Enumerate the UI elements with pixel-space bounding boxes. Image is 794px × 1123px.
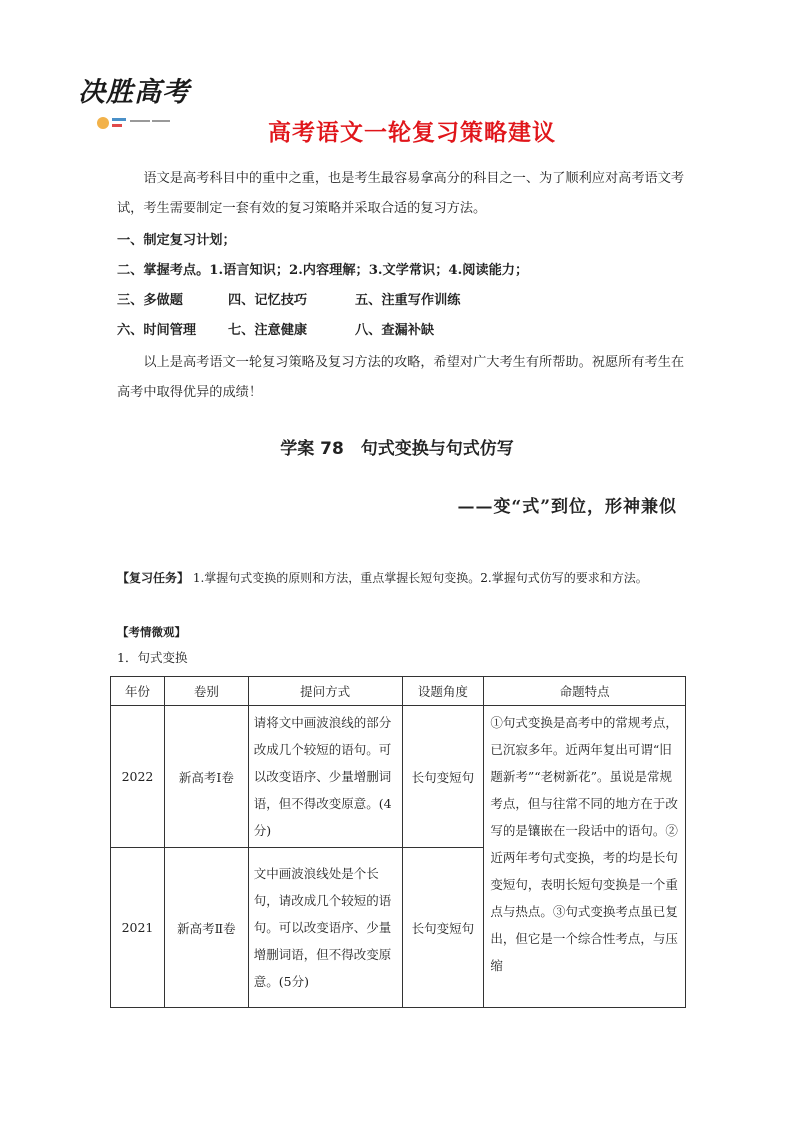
header-angle: 设题角度: [402, 677, 484, 706]
step-8: 八、查漏补缺: [355, 323, 435, 338]
cell-paper: 新高考Ⅱ卷: [164, 848, 248, 1008]
exam-table: [110, 676, 686, 1008]
cell-angle: 长句变短句: [402, 848, 484, 1008]
section-subtitle: ——变“式”到位，形神兼似: [457, 497, 677, 517]
logo-text: 决胜高考: [78, 77, 190, 108]
section-title: 学案 78 句式变换与句式仿写: [280, 439, 514, 459]
cell-paper: 新高考Ⅰ卷: [164, 706, 248, 848]
cell-question: 请将文中画波浪线的部分改成几个较短的语句。可以改变语序、少量增删词语，但不得改变原意。(4分): [248, 706, 402, 848]
header-question: 提问方式: [248, 677, 402, 706]
step-3: 三、多做题: [117, 293, 183, 308]
header-year: 年份: [111, 677, 165, 706]
cell-angle: 长句变短句: [402, 706, 484, 848]
step-4: 四、记忆技巧: [228, 293, 308, 308]
intro-paragraph: 语文是高考科目中的重中之重，也是考生最容易拿高分的科目之一、为了顺利应对高考语文考试，考生需要制定一套有效的复习策略并采取合适的复习方法。: [117, 171, 685, 216]
review-task-label: 【复习任务】: [117, 571, 190, 585]
closing-paragraph: 以上是高考语文一轮复习策略及复习方法的攻略，希望对广大考生有所帮助。祝愿所有考生在高考中取得优异的成绩！: [117, 355, 685, 400]
header-paper: 卷别: [164, 677, 248, 706]
cell-question: 文中画波浪线处是个长句，请改成几个较短的语句。可以改变语序、少量增删词语，但不得改变原意。(5分): [248, 848, 402, 1008]
cell-features: ①句式变换是高考中的常规考点，已沉寂多年。近两年复出可谓“旧题新考”“老树新花”。虽说是常规考点，但与往常不同的地方在于改写的是镶嵌在一段话中的语句。②近两年考句式变换，考的均是长句变短句，表明长短句变换是一个重点与热点。③句式变换考点虽已复出，但它是一个综合性考点，与压缩: [484, 706, 686, 1008]
review-task: [117, 566, 687, 590]
step-6: 六、时间管理: [117, 323, 197, 338]
steps-row-3: [117, 286, 687, 316]
step-7: 七、注意健康: [228, 323, 308, 338]
page-title: 高考语文一轮复习策略建议: [268, 120, 556, 146]
review-task-text: 1.掌握句式变换的原则和方法，重点掌握长短句变换。2.掌握句式仿写的要求和方法。: [189, 571, 648, 585]
cell-year: 2021: [111, 848, 165, 1008]
table-header-row: [111, 677, 686, 706]
subsection-heading: 1．句式变换: [117, 650, 188, 665]
cell-year: 2022: [111, 706, 165, 848]
step-2: 二、掌握考点。1.语言知识；2.内容理解；3.文学常识；4.阅读能力；: [117, 263, 529, 278]
kaoqing-heading: 【考情微观】: [117, 625, 186, 639]
step-5: 五、注重写作训练: [355, 293, 461, 308]
header-features: 命题特点: [484, 677, 686, 706]
steps-row-4: [117, 316, 687, 346]
table-row: [111, 706, 686, 848]
step-1: 一、制定复习计划；: [117, 233, 236, 248]
